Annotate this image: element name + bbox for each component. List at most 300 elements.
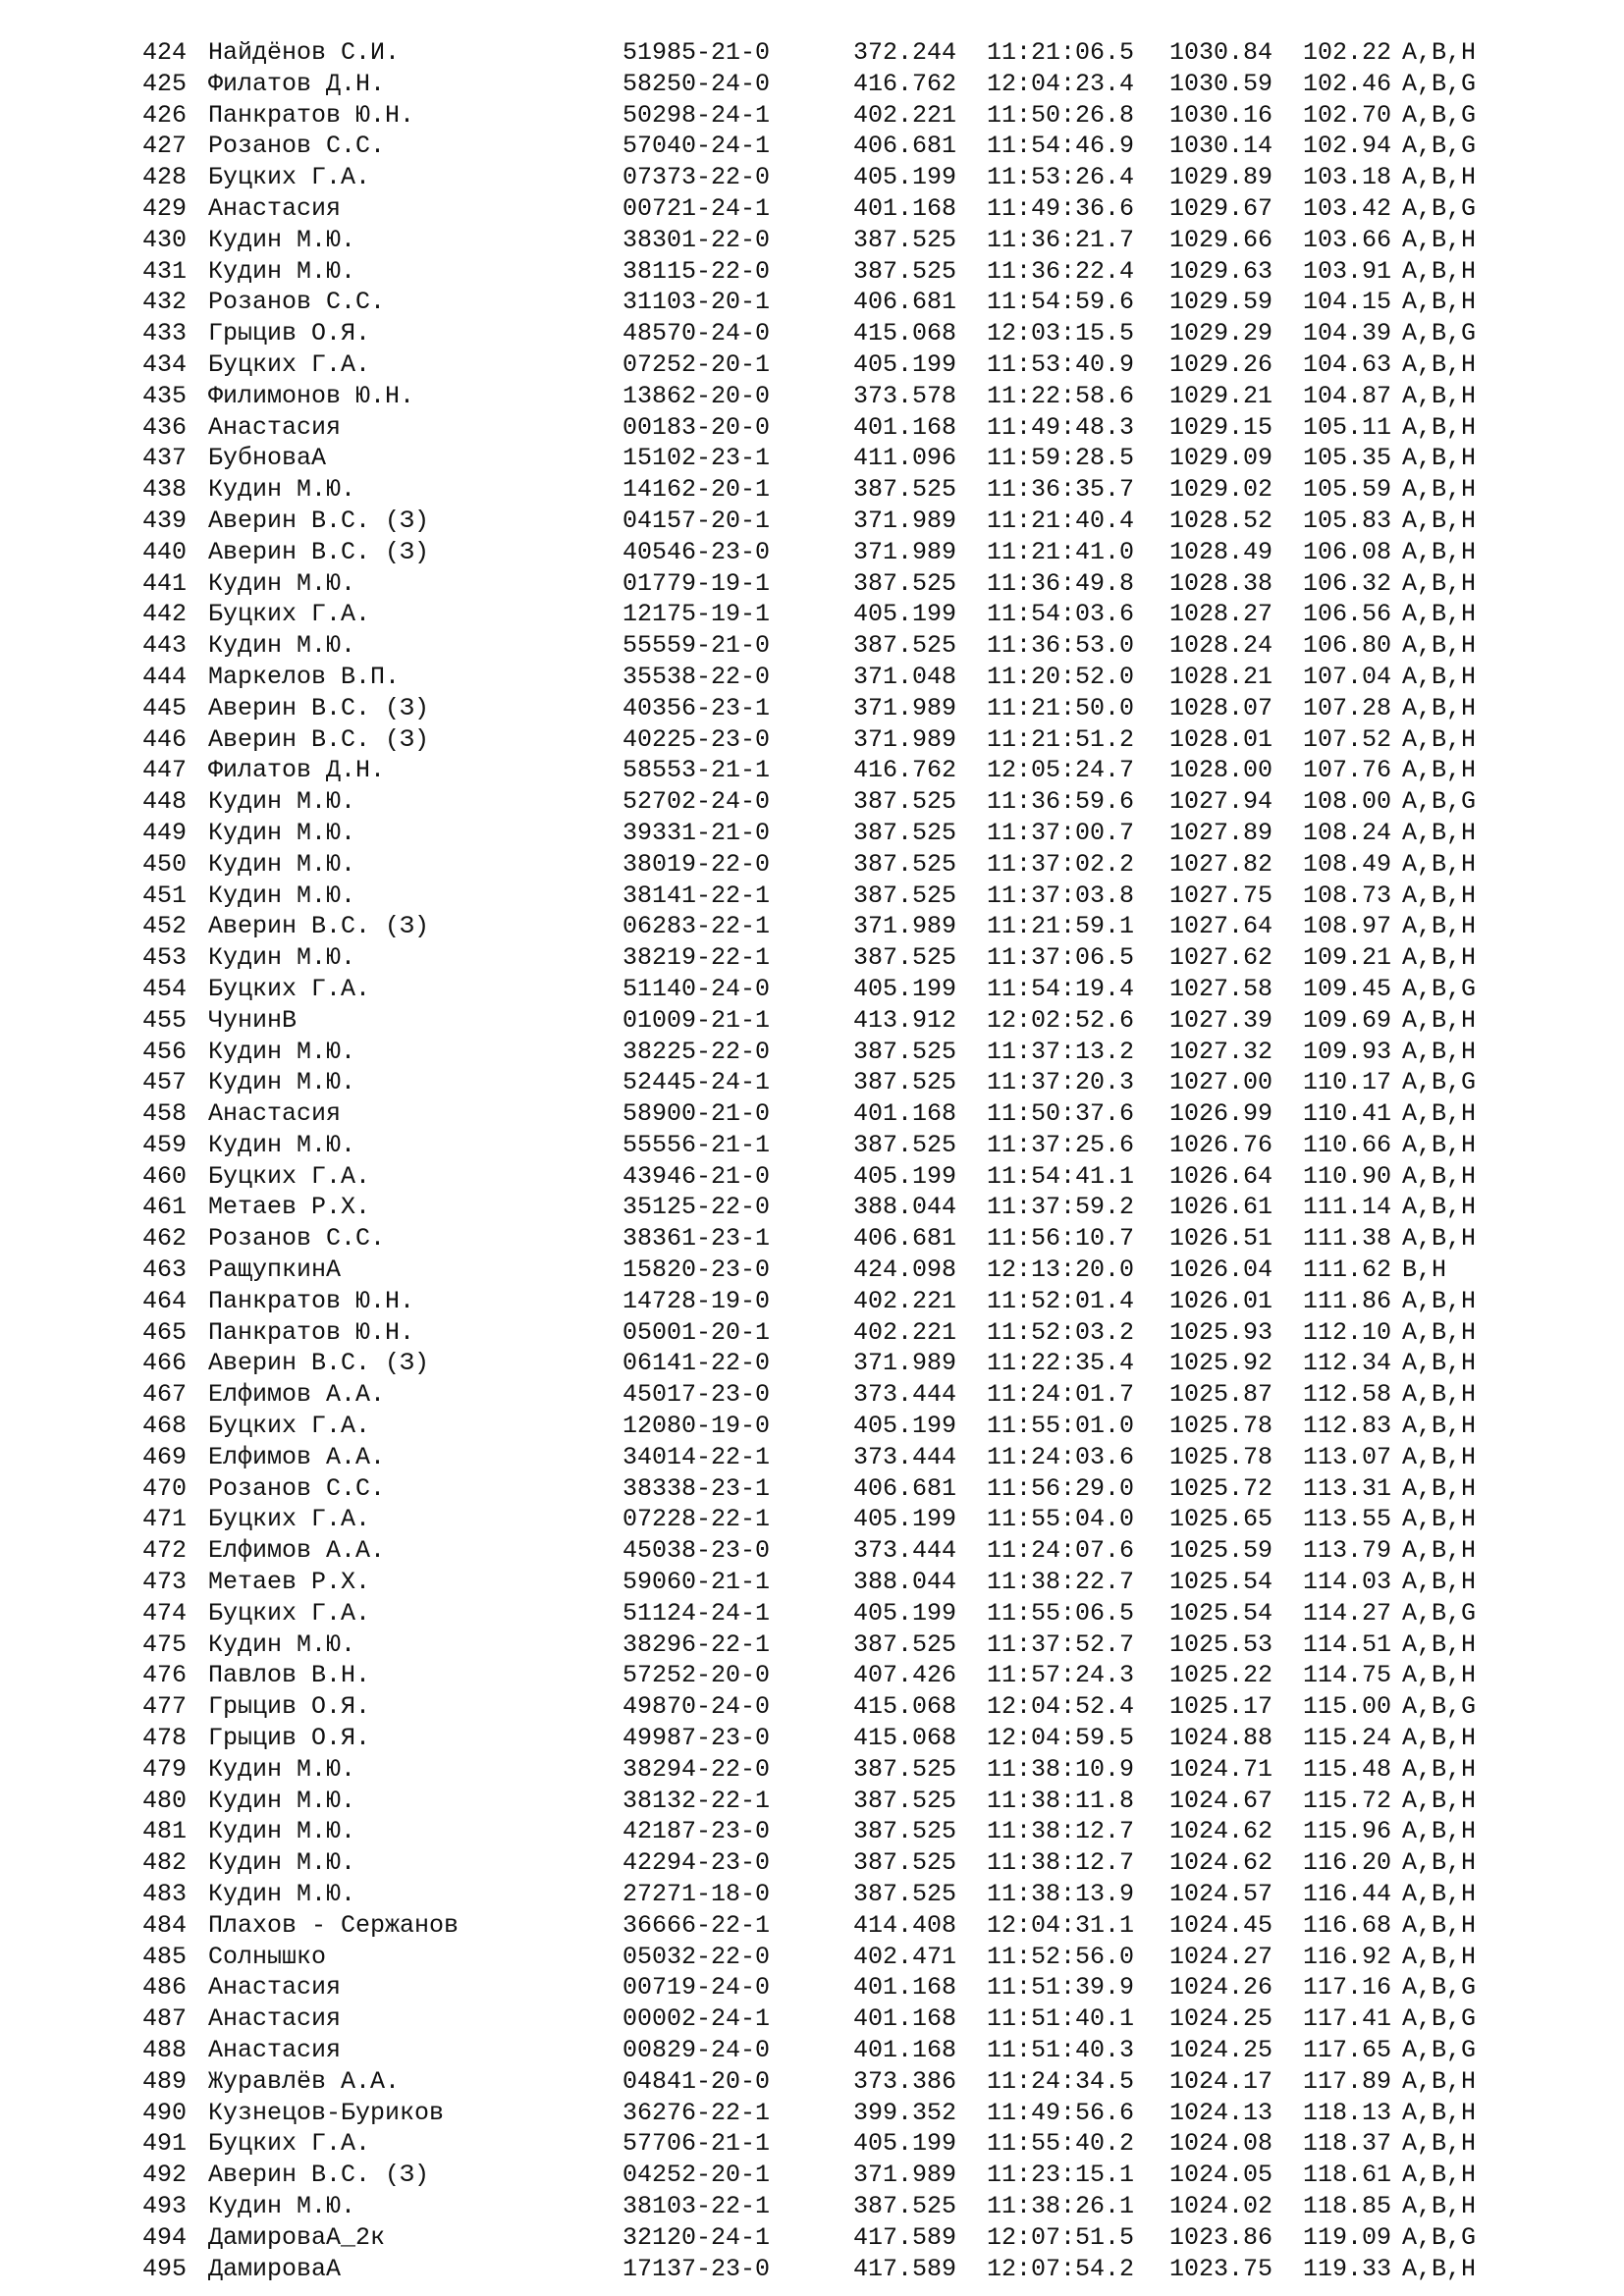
arrival-time: 12:04:31.1 bbox=[987, 1910, 1135, 1940]
table-row bbox=[142, 1037, 1559, 1068]
velocity: 1025.72 bbox=[1169, 1473, 1273, 1503]
class-codes: A,B,H bbox=[1402, 631, 1477, 661]
fancier-name: Грыцив О.Я. bbox=[208, 319, 371, 348]
ring-number: 57706-21-1 bbox=[623, 2129, 771, 2159]
distance-km: 387.525 bbox=[853, 1880, 957, 1909]
arrival-time: 11:54:03.6 bbox=[987, 600, 1135, 629]
velocity: 1027.58 bbox=[1169, 974, 1273, 1003]
distance-km: 373.444 bbox=[853, 1442, 957, 1471]
arrival-time: 11:37:13.2 bbox=[987, 1037, 1135, 1066]
ring-number: 38361-23-1 bbox=[623, 1224, 771, 1254]
coefficient: 104.39 bbox=[1303, 319, 1392, 348]
coefficient: 115.48 bbox=[1303, 1754, 1392, 1784]
arrival-time: 12:07:54.2 bbox=[987, 2254, 1135, 2283]
ring-number: 12175-19-1 bbox=[623, 600, 771, 629]
table-row bbox=[142, 443, 1559, 474]
table-row bbox=[142, 881, 1559, 912]
place-number: 458 bbox=[142, 1099, 188, 1129]
table-row bbox=[142, 1847, 1559, 1879]
class-codes: A,B,H bbox=[1402, 1848, 1477, 1878]
table-row bbox=[142, 755, 1559, 786]
place-number: 446 bbox=[142, 724, 188, 754]
fancier-name: Буцких Г.А. bbox=[208, 1412, 371, 1441]
arrival-time: 11:36:21.7 bbox=[987, 225, 1135, 254]
distance-km: 405.199 bbox=[853, 974, 957, 1003]
ring-number: 35538-22-0 bbox=[623, 662, 771, 691]
velocity: 1024.25 bbox=[1169, 2036, 1273, 2064]
class-codes: A,B,H bbox=[1402, 1942, 1477, 1971]
place-number: 468 bbox=[142, 1412, 188, 1441]
velocity: 1030.14 bbox=[1169, 132, 1273, 161]
velocity: 1027.00 bbox=[1169, 1068, 1273, 1097]
arrival-time: 11:37:20.3 bbox=[987, 1068, 1135, 1097]
coefficient: 111.38 bbox=[1303, 1224, 1392, 1254]
place-number: 447 bbox=[142, 756, 188, 785]
class-codes: A,B,H bbox=[1402, 568, 1477, 598]
ring-number: 40356-23-1 bbox=[623, 693, 771, 722]
place-number: 474 bbox=[142, 1598, 188, 1628]
table-row bbox=[142, 1442, 1559, 1473]
place-number: 479 bbox=[142, 1754, 188, 1784]
ring-number: 15102-23-1 bbox=[623, 444, 771, 473]
table-row bbox=[142, 1879, 1559, 1910]
coefficient: 114.75 bbox=[1303, 1661, 1392, 1690]
ring-number: 38301-22-0 bbox=[623, 225, 771, 254]
fancier-name: Кудин М.Ю. bbox=[208, 787, 356, 817]
ring-number: 38219-22-1 bbox=[623, 943, 771, 973]
velocity: 1026.64 bbox=[1169, 1161, 1273, 1191]
arrival-time: 12:02:52.6 bbox=[987, 1005, 1135, 1035]
distance-km: 387.525 bbox=[853, 1786, 957, 1815]
ring-number: 14728-19-0 bbox=[623, 1286, 771, 1315]
fancier-name: Аверин В.С. (З) bbox=[208, 1349, 430, 1378]
arrival-time: 11:54:46.9 bbox=[987, 132, 1135, 161]
ring-number: 00002-24-1 bbox=[623, 2004, 771, 2034]
distance-km: 405.199 bbox=[853, 1161, 957, 1191]
place-number: 490 bbox=[142, 2098, 188, 2127]
place-number: 449 bbox=[142, 818, 188, 847]
velocity: 1024.17 bbox=[1169, 2066, 1273, 2096]
table-row bbox=[142, 287, 1559, 318]
distance-km: 387.525 bbox=[853, 881, 957, 910]
table-row bbox=[142, 599, 1559, 630]
ring-number: 38225-22-0 bbox=[623, 1037, 771, 1066]
velocity: 1028.49 bbox=[1169, 537, 1273, 566]
distance-km: 405.199 bbox=[853, 600, 957, 629]
fancier-name: Кудин М.Ю. bbox=[208, 256, 356, 286]
table-row bbox=[142, 1691, 1559, 1723]
fancier-name: Елфимов А.А. bbox=[208, 1380, 386, 1410]
velocity: 1025.54 bbox=[1169, 1598, 1273, 1628]
fancier-name: Кудин М.Ю. bbox=[208, 475, 356, 505]
coefficient: 107.52 bbox=[1303, 724, 1392, 754]
arrival-time: 11:37:00.7 bbox=[987, 818, 1135, 847]
ring-number: 01779-19-1 bbox=[623, 568, 771, 598]
arrival-time: 11:49:36.6 bbox=[987, 193, 1135, 223]
distance-km: 388.044 bbox=[853, 1193, 957, 1222]
coefficient: 105.11 bbox=[1303, 412, 1392, 442]
fancier-name: Панкратов Ю.Н. bbox=[208, 1317, 415, 1347]
fancier-name: Кудин М.Ю. bbox=[208, 2191, 356, 2220]
table-row bbox=[142, 1286, 1559, 1317]
place-number: 460 bbox=[142, 1161, 188, 1191]
ring-number: 07373-22-0 bbox=[623, 163, 771, 192]
class-codes: A,B,H bbox=[1402, 1473, 1477, 1503]
fancier-name: Розанов С.С. bbox=[208, 1473, 386, 1503]
arrival-time: 11:24:01.7 bbox=[987, 1380, 1135, 1410]
coefficient: 110.17 bbox=[1303, 1068, 1392, 1097]
velocity: 1024.25 bbox=[1169, 2004, 1273, 2034]
velocity: 1024.26 bbox=[1169, 1973, 1273, 2002]
place-number: 465 bbox=[142, 1317, 188, 1347]
distance-km: 373.444 bbox=[853, 1536, 957, 1566]
velocity: 1030.84 bbox=[1169, 38, 1273, 67]
ring-number: 40225-23-0 bbox=[623, 724, 771, 754]
coefficient: 119.09 bbox=[1303, 2222, 1392, 2252]
arrival-time: 11:36:59.6 bbox=[987, 787, 1135, 817]
coefficient: 102.94 bbox=[1303, 132, 1392, 161]
ring-number: 36666-22-1 bbox=[623, 1910, 771, 1940]
place-number: 434 bbox=[142, 349, 188, 379]
distance-km: 387.525 bbox=[853, 568, 957, 598]
velocity: 1029.02 bbox=[1169, 475, 1273, 505]
velocity: 1027.75 bbox=[1169, 881, 1273, 910]
coefficient: 108.24 bbox=[1303, 818, 1392, 847]
arrival-time: 11:38:12.7 bbox=[987, 1817, 1135, 1846]
class-codes: A,B,G bbox=[1402, 319, 1477, 348]
ring-number: 00183-20-0 bbox=[623, 412, 771, 442]
velocity: 1027.62 bbox=[1169, 943, 1273, 973]
velocity: 1029.89 bbox=[1169, 163, 1273, 192]
ring-number: 01009-21-1 bbox=[623, 1005, 771, 1035]
ring-number: 43946-21-0 bbox=[623, 1161, 771, 1191]
fancier-name: Кудин М.Ю. bbox=[208, 568, 356, 598]
ring-number: 51140-24-0 bbox=[623, 974, 771, 1003]
distance-km: 371.989 bbox=[853, 1349, 957, 1378]
ring-number: 49870-24-0 bbox=[623, 1692, 771, 1722]
ring-number: 12080-19-0 bbox=[623, 1412, 771, 1441]
arrival-time: 11:50:37.6 bbox=[987, 1099, 1135, 1129]
arrival-time: 11:38:11.8 bbox=[987, 1786, 1135, 1815]
class-codes: A,B,H bbox=[1402, 1286, 1477, 1315]
table-row bbox=[142, 318, 1559, 349]
class-codes: A,B,H bbox=[1402, 1629, 1477, 1659]
place-number: 426 bbox=[142, 100, 188, 130]
arrival-time: 11:37:03.8 bbox=[987, 881, 1135, 910]
fancier-name: Кудин М.Ю. bbox=[208, 225, 356, 254]
arrival-time: 12:07:51.5 bbox=[987, 2222, 1135, 2252]
coefficient: 112.58 bbox=[1303, 1380, 1392, 1410]
ring-number: 50298-24-1 bbox=[623, 100, 771, 130]
place-number: 488 bbox=[142, 2036, 188, 2064]
table-row bbox=[142, 2254, 1559, 2285]
class-codes: A,B,H bbox=[1402, 724, 1477, 754]
arrival-time: 11:21:51.2 bbox=[987, 724, 1135, 754]
distance-km: 402.221 bbox=[853, 1317, 957, 1347]
velocity: 1025.78 bbox=[1169, 1442, 1273, 1471]
coefficient: 109.69 bbox=[1303, 1005, 1392, 1035]
table-row bbox=[142, 1816, 1559, 1847]
class-codes: A,B,H bbox=[1402, 381, 1477, 410]
arrival-time: 11:21:41.0 bbox=[987, 537, 1135, 566]
coefficient: 116.44 bbox=[1303, 1880, 1392, 1909]
fancier-name: Буцких Г.А. bbox=[208, 600, 371, 629]
class-codes: A,B,G bbox=[1402, 2004, 1477, 2034]
distance-km: 371.989 bbox=[853, 506, 957, 535]
class-codes: A,B,H bbox=[1402, 1317, 1477, 1347]
fancier-name: Аверин В.С. (З) bbox=[208, 2161, 430, 2190]
fancier-name: Филимонов Ю.Н. bbox=[208, 381, 415, 410]
class-codes: A,B,H bbox=[1402, 849, 1477, 879]
arrival-time: 11:55:40.2 bbox=[987, 2129, 1135, 2159]
ring-number: 15820-23-0 bbox=[623, 1255, 771, 1285]
ring-number: 59060-21-1 bbox=[623, 1568, 771, 1597]
table-row bbox=[142, 1130, 1559, 1161]
table-row bbox=[142, 506, 1559, 537]
arrival-time: 11:21:50.0 bbox=[987, 693, 1135, 722]
coefficient: 108.73 bbox=[1303, 881, 1392, 910]
fancier-name: Анастасия bbox=[208, 2036, 342, 2064]
distance-km: 402.221 bbox=[853, 100, 957, 130]
ring-number: 05032-22-0 bbox=[623, 1942, 771, 1971]
ring-number: 42294-23-0 bbox=[623, 1848, 771, 1878]
velocity: 1026.76 bbox=[1169, 1130, 1273, 1159]
table-row bbox=[142, 225, 1559, 256]
class-codes: A,B,H bbox=[1402, 1505, 1477, 1534]
fancier-name: Аверин В.С. (З) bbox=[208, 693, 430, 722]
distance-km: 373.386 bbox=[853, 2066, 957, 2096]
table-row bbox=[142, 1504, 1559, 1535]
ring-number: 00829-24-0 bbox=[623, 2036, 771, 2064]
place-number: 437 bbox=[142, 444, 188, 473]
distance-km: 417.589 bbox=[853, 2254, 957, 2283]
fancier-name: Буцких Г.А. bbox=[208, 163, 371, 192]
distance-km: 417.589 bbox=[853, 2222, 957, 2252]
table-row bbox=[142, 1473, 1559, 1505]
fancier-name: Найдёнов С.И. bbox=[208, 38, 401, 67]
ring-number: 45017-23-0 bbox=[623, 1380, 771, 1410]
place-number: 480 bbox=[142, 1786, 188, 1815]
place-number: 455 bbox=[142, 1005, 188, 1035]
coefficient: 118.37 bbox=[1303, 2129, 1392, 2159]
table-row bbox=[142, 818, 1559, 849]
class-codes: A,B,H bbox=[1402, 1380, 1477, 1410]
velocity: 1025.78 bbox=[1169, 1412, 1273, 1441]
coefficient: 102.46 bbox=[1303, 69, 1392, 98]
arrival-time: 11:23:15.1 bbox=[987, 2161, 1135, 2190]
ring-number: 38103-22-1 bbox=[623, 2191, 771, 2220]
velocity: 1024.02 bbox=[1169, 2191, 1273, 2220]
coefficient: 115.24 bbox=[1303, 1724, 1392, 1753]
coefficient: 103.91 bbox=[1303, 256, 1392, 286]
place-number: 472 bbox=[142, 1536, 188, 1566]
arrival-time: 11:24:07.6 bbox=[987, 1536, 1135, 1566]
place-number: 427 bbox=[142, 132, 188, 161]
table-row bbox=[142, 1723, 1559, 1754]
table-row bbox=[142, 1910, 1559, 1942]
table-row bbox=[142, 662, 1559, 693]
velocity: 1029.15 bbox=[1169, 412, 1273, 442]
velocity: 1028.21 bbox=[1169, 662, 1273, 691]
ring-number: 58250-24-0 bbox=[623, 69, 771, 98]
distance-km: 371.989 bbox=[853, 724, 957, 754]
distance-km: 405.199 bbox=[853, 2129, 957, 2159]
distance-km: 416.762 bbox=[853, 69, 957, 98]
distance-km: 387.525 bbox=[853, 1130, 957, 1159]
distance-km: 406.681 bbox=[853, 1224, 957, 1254]
fancier-name: Аверин В.С. (З) bbox=[208, 537, 430, 566]
arrival-time: 12:13:20.0 bbox=[987, 1255, 1135, 1285]
table-row bbox=[142, 1786, 1559, 1817]
distance-km: 411.096 bbox=[853, 444, 957, 473]
arrival-time: 11:37:52.7 bbox=[987, 1629, 1135, 1659]
arrival-time: 11:52:03.2 bbox=[987, 1317, 1135, 1347]
coefficient: 109.21 bbox=[1303, 943, 1392, 973]
table-row bbox=[142, 1629, 1559, 1661]
table-row bbox=[142, 942, 1559, 974]
coefficient: 103.66 bbox=[1303, 225, 1392, 254]
place-number: 435 bbox=[142, 381, 188, 410]
coefficient: 115.00 bbox=[1303, 1692, 1392, 1722]
ring-number: 58553-21-1 bbox=[623, 756, 771, 785]
place-number: 486 bbox=[142, 1973, 188, 2002]
coefficient: 105.83 bbox=[1303, 506, 1392, 535]
arrival-time: 12:03:15.5 bbox=[987, 319, 1135, 348]
velocity: 1024.05 bbox=[1169, 2161, 1273, 2190]
arrival-time: 11:22:58.6 bbox=[987, 381, 1135, 410]
class-codes: A,B,H bbox=[1402, 506, 1477, 535]
table-row bbox=[142, 1317, 1559, 1349]
class-codes: A,B,H bbox=[1402, 475, 1477, 505]
arrival-time: 11:38:12.7 bbox=[987, 1848, 1135, 1878]
class-codes: A,B,H bbox=[1402, 537, 1477, 566]
distance-km: 387.525 bbox=[853, 1068, 957, 1097]
fancier-name: Кудин М.Ю. bbox=[208, 1880, 356, 1909]
velocity: 1028.24 bbox=[1169, 631, 1273, 661]
place-number: 485 bbox=[142, 1942, 188, 1971]
coefficient: 115.96 bbox=[1303, 1817, 1392, 1846]
class-codes: A,B,H bbox=[1402, 1193, 1477, 1222]
ring-number: 04252-20-1 bbox=[623, 2161, 771, 2190]
table-row bbox=[142, 1161, 1559, 1193]
table-row bbox=[142, 474, 1559, 506]
distance-km: 371.989 bbox=[853, 2161, 957, 2190]
fancier-name: Метаев Р.Х. bbox=[208, 1568, 371, 1597]
arrival-time: 12:04:23.4 bbox=[987, 69, 1135, 98]
class-codes: A,B,G bbox=[1402, 1692, 1477, 1722]
class-codes: A,B,H bbox=[1402, 662, 1477, 691]
table-row bbox=[142, 131, 1559, 162]
place-number: 452 bbox=[142, 912, 188, 941]
coefficient: 108.49 bbox=[1303, 849, 1392, 879]
fancier-name: Журавлёв А.А. bbox=[208, 2066, 401, 2096]
place-number: 476 bbox=[142, 1661, 188, 1690]
velocity: 1025.92 bbox=[1169, 1349, 1273, 1378]
table-row bbox=[142, 1223, 1559, 1255]
distance-km: 387.525 bbox=[853, 943, 957, 973]
ring-number: 14162-20-1 bbox=[623, 475, 771, 505]
distance-km: 415.068 bbox=[853, 319, 957, 348]
fancier-name: Панкратов Ю.Н. bbox=[208, 100, 415, 130]
velocity: 1029.63 bbox=[1169, 256, 1273, 286]
coefficient: 107.76 bbox=[1303, 756, 1392, 785]
velocity: 1030.16 bbox=[1169, 100, 1273, 130]
place-number: 436 bbox=[142, 412, 188, 442]
table-row bbox=[142, 849, 1559, 881]
arrival-time: 11:38:13.9 bbox=[987, 1880, 1135, 1909]
ring-number: 57040-24-1 bbox=[623, 132, 771, 161]
class-codes: A,B,G bbox=[1402, 69, 1477, 98]
coefficient: 117.65 bbox=[1303, 2036, 1392, 2064]
coefficient: 111.86 bbox=[1303, 1286, 1392, 1315]
place-number: 462 bbox=[142, 1224, 188, 1254]
fancier-name: Солнышко bbox=[208, 1942, 327, 1971]
table-row bbox=[142, 1567, 1559, 1598]
arrival-time: 11:37:25.6 bbox=[987, 1130, 1135, 1159]
fancier-name: Буцких Г.А. bbox=[208, 1598, 371, 1628]
place-number: 477 bbox=[142, 1692, 188, 1722]
coefficient: 114.51 bbox=[1303, 1629, 1392, 1659]
coefficient: 112.10 bbox=[1303, 1317, 1392, 1347]
ring-number: 42187-23-0 bbox=[623, 1817, 771, 1846]
arrival-time: 11:51:40.3 bbox=[987, 2036, 1135, 2064]
place-number: 478 bbox=[142, 1724, 188, 1753]
arrival-time: 11:37:06.5 bbox=[987, 943, 1135, 973]
place-number: 433 bbox=[142, 319, 188, 348]
distance-km: 415.068 bbox=[853, 1692, 957, 1722]
coefficient: 106.80 bbox=[1303, 631, 1392, 661]
coefficient: 116.68 bbox=[1303, 1910, 1392, 1940]
arrival-time: 11:54:19.4 bbox=[987, 974, 1135, 1003]
velocity: 1029.09 bbox=[1169, 444, 1273, 473]
place-number: 470 bbox=[142, 1473, 188, 1503]
ring-number: 55559-21-0 bbox=[623, 631, 771, 661]
velocity: 1029.59 bbox=[1169, 288, 1273, 317]
class-codes: A,B,G bbox=[1402, 787, 1477, 817]
arrival-time: 11:36:35.7 bbox=[987, 475, 1135, 505]
table-row bbox=[142, 537, 1559, 568]
distance-km: 405.199 bbox=[853, 1412, 957, 1441]
arrival-time: 11:55:06.5 bbox=[987, 1598, 1135, 1628]
ring-number: 04841-20-0 bbox=[623, 2066, 771, 2096]
class-codes: A,B,H bbox=[1402, 756, 1477, 785]
coefficient: 107.28 bbox=[1303, 693, 1392, 722]
arrival-time: 11:56:10.7 bbox=[987, 1224, 1135, 1254]
table-row bbox=[142, 193, 1559, 225]
fancier-name: Кудин М.Ю. bbox=[208, 943, 356, 973]
place-number: 492 bbox=[142, 2161, 188, 2190]
table-row bbox=[142, 2128, 1559, 2160]
fancier-name: Анастасия bbox=[208, 1099, 342, 1129]
coefficient: 117.89 bbox=[1303, 2066, 1392, 2096]
ring-number: 51985-21-0 bbox=[623, 38, 771, 67]
coefficient: 106.56 bbox=[1303, 600, 1392, 629]
class-codes: A,B,G bbox=[1402, 132, 1477, 161]
distance-km: 387.525 bbox=[853, 225, 957, 254]
class-codes: A,B,H bbox=[1402, 444, 1477, 473]
distance-km: 387.525 bbox=[853, 1848, 957, 1878]
fancier-name: Кудин М.Ю. bbox=[208, 1037, 356, 1066]
velocity: 1028.01 bbox=[1169, 724, 1273, 754]
fancier-name: Плахов - Сержанов bbox=[208, 1910, 460, 1940]
velocity: 1023.86 bbox=[1169, 2222, 1273, 2252]
coefficient: 116.20 bbox=[1303, 1848, 1392, 1878]
distance-km: 387.525 bbox=[853, 1817, 957, 1846]
velocity: 1026.04 bbox=[1169, 1255, 1273, 1285]
coefficient: 119.33 bbox=[1303, 2254, 1392, 2283]
distance-km: 402.471 bbox=[853, 1942, 957, 1971]
class-codes: A,B,G bbox=[1402, 2222, 1477, 2252]
